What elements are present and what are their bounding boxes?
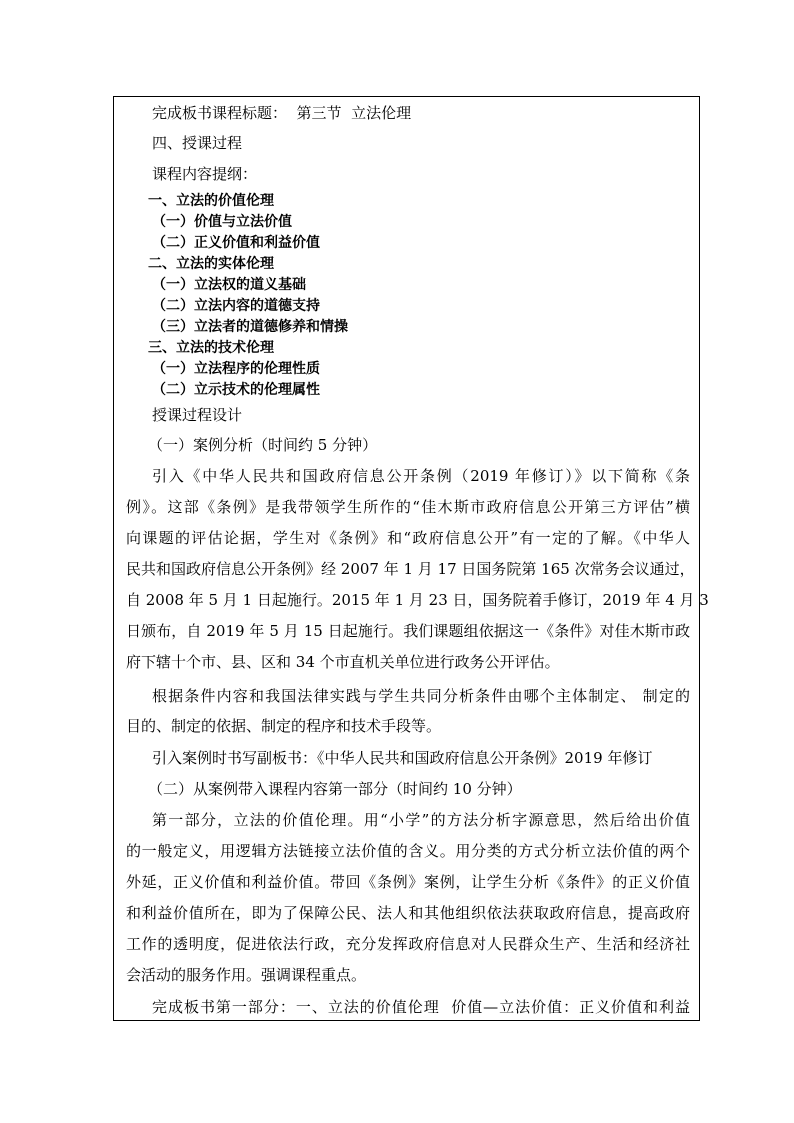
paragraph-line: 第一部分，立法的价值伦理。用“小学”的方法分析字源意思，然后给出价值 <box>152 811 690 829</box>
paragraph-line: 完成板书第一部分：一、立法的价值伦理 价值—立法价值：正义价值和利益 <box>152 998 690 1016</box>
paragraph-line: 日颁布，自 2019 年 5 月 15 日起施行。我们课题组依据这一《条件》对佳木斯市政 <box>126 622 690 640</box>
paragraph-line: 引入《中华人民共和国政府信息公开条例（2019 年修订）》以下简称《条 <box>152 467 690 485</box>
outline-item: （二）正义价值和利益价值 <box>152 235 320 251</box>
outline-item: 三、立法的技术伦理 <box>148 340 274 356</box>
paragraph-line: 府下辖十个市、县、区和 34 个市直机关单位进行政务公开评估。 <box>126 653 560 671</box>
paragraph-line: 民共和国政府信息公开条例》经 2007 年 1 月 17 日国务院第 165 次常务会议通过， <box>126 560 695 578</box>
paragraph-line: 会活动的服务作用。强调课程重点。 <box>126 966 367 984</box>
outline-label: 课程内容提纲： <box>152 165 258 183</box>
step1-heading: （一）案例分析（时间约 5 分钟） <box>148 436 378 454</box>
paragraph-line: 例》。这部《条例》是我带领学生所作的“佳木斯市政府信息公开第三方评估”横 <box>126 498 690 516</box>
step2-heading: （二）从案例带入课程内容第一部分（时间约 10 分钟） <box>148 780 522 798</box>
paragraph-line: 引入案例时书写副板书：《中华人民共和国政府信息公开条例》2019 年修订 <box>152 749 653 767</box>
document-frame <box>113 96 709 1021</box>
paragraph-line: 自 2008 年 5 月 1 日起施行。2015 年 1 月 23 日，国务院着手修订，2019 年 4 月 3 <box>126 591 709 609</box>
board-title-line: 完成板书课程标题： 第三节 立法伦理 <box>152 104 412 122</box>
outline-item: （二）立法内容的道德支持 <box>152 298 320 314</box>
outline-item: （一）价值与立法价值 <box>152 214 292 230</box>
paragraph-line: 外延，正义价值和利益价值。带回《条例》案例，让学生分析《条件》的正义价值 <box>126 873 690 891</box>
paragraph-line: 的一般定义，用逻辑方法链接立法价值的含义。用分类的方式分析立法价值的两个 <box>126 842 690 860</box>
section-heading: 四、授课过程 <box>152 134 243 152</box>
design-label: 授课过程设计 <box>152 406 243 424</box>
outline-item: 二、立法的实体伦理 <box>148 256 274 272</box>
outline-item: （一）立法程序的伦理性质 <box>152 361 320 377</box>
outline-item: （二）立示技术的伦理属性 <box>152 382 320 398</box>
paragraph-line: 和利益价值所在，即为了保障公民、法人和其他组织依法获取政府信息，提高政府 <box>126 904 690 922</box>
outline-item: （一）立法权的道义基础 <box>152 277 306 293</box>
paragraph-line: 目的、制定的依据、制定的程序和技术手段等。 <box>126 717 442 735</box>
paragraph-line: 工作的透明度，促进依法行政，充分发挥政府信息对人民群众生产、生活和经济社 <box>126 935 690 953</box>
paragraph-line: 根据条件内容和我国法律实践与学生共同分析条件由哪个主体制定、 制定的 <box>152 687 690 705</box>
outline-item: （三）立法者的道德修养和情操 <box>152 319 348 335</box>
outline-item: 一、立法的价值伦理 <box>148 193 274 209</box>
paragraph-line: 向课题的评估论据，学生对《条例》和“政府信息公开”有一定的了解。《中华人 <box>126 529 690 547</box>
